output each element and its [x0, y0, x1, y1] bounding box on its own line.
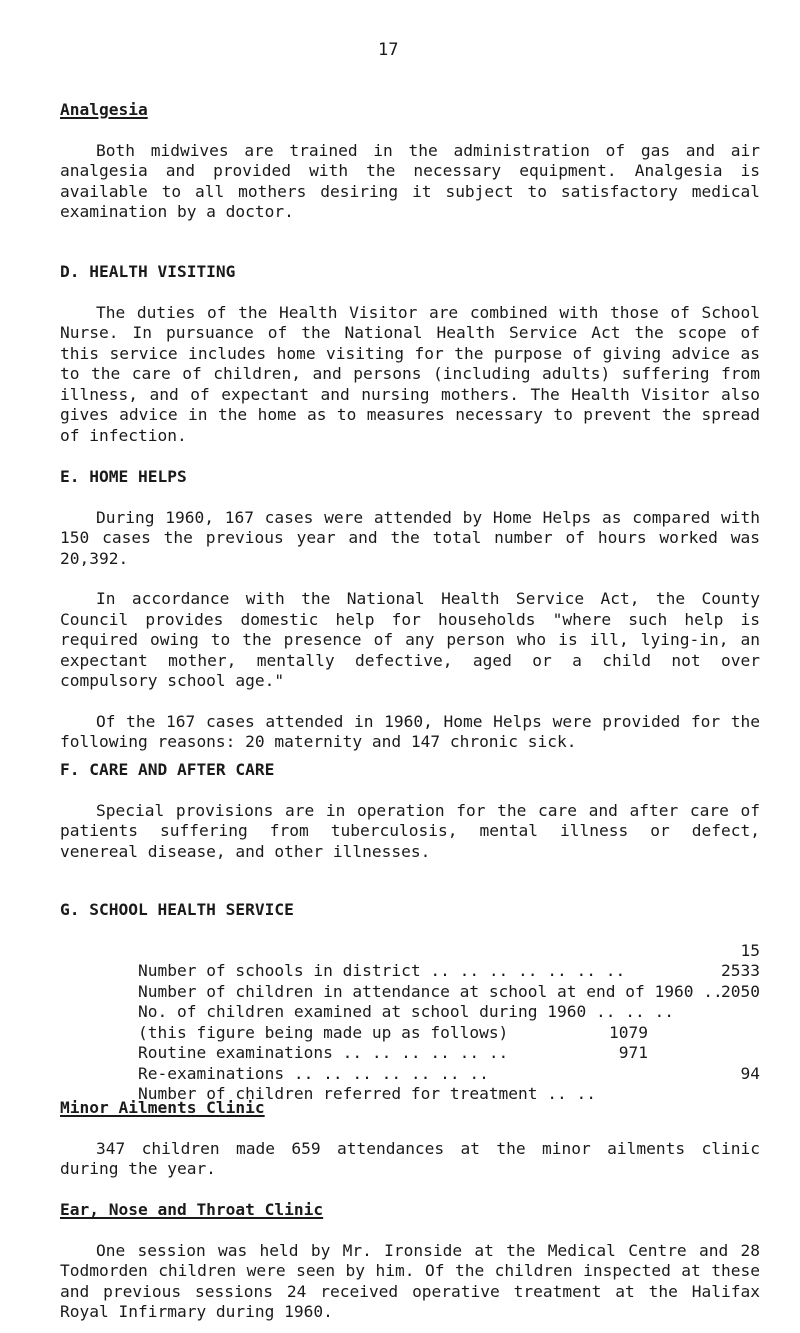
home-helps-paragraph-3: Of the 167 cases attended in 1960, Home Helps were provided for the following reasons: 20 maternity and 147 chronic sick.: [60, 711, 760, 751]
ent-clinic-section: [60, 1200, 760, 1323]
row-label: Number of children referred for treatment .. ..: [137, 1084, 597, 1103]
row-label: Number of schools in district .. .. .. .. .. .. ..: [137, 961, 626, 980]
row-value: 1079: [609, 1022, 648, 1042]
health-visiting-heading: D. HEALTH VISITING: [60, 262, 236, 281]
row-value: 94: [740, 1063, 760, 1083]
home-helps-heading: E. HOME HELPS: [60, 467, 187, 486]
school-health-heading: G. SCHOOL HEALTH SERVICE: [60, 900, 294, 919]
home-helps-section: [60, 467, 760, 753]
school-health-section: [60, 900, 760, 1103]
row-value: 2050: [721, 981, 760, 1001]
analgesia-section: [60, 100, 760, 223]
row-label: Number of children in attendance at school at end of 1960 ..: [137, 981, 723, 1001]
page-number: 17: [378, 40, 399, 60]
care-after-care-section: [60, 760, 760, 862]
analgesia-paragraph: Both midwives are trained in the administration of gas and air analgesia and provided with the necessary equipment. Analgesia is available to all mothers desiring it subject to satisfactory medical examination by a doctor.: [60, 140, 760, 221]
row-value: 971: [618, 1043, 648, 1062]
school-health-table: [60, 940, 760, 1103]
row-label: Re-examinations .. .. .. .. .. .. ..: [137, 1063, 489, 1083]
row-value: 2533: [721, 961, 760, 980]
row-label: Routine examinations .. .. .. .. .. ..: [137, 1043, 509, 1062]
ent-clinic-heading: Ear, Nose and Throat Clinic: [60, 1200, 324, 1219]
analgesia-heading: Analgesia: [60, 100, 148, 119]
health-visiting-section: [60, 262, 760, 446]
care-after-care-paragraph: Special provisions are in operation for the care and after care of patients suffering from tuberculosis, mental illness or defect, venereal disease, and other illnesses.: [60, 800, 760, 861]
health-visiting-paragraph: The duties of the Health Visitor are combined with those of School Nurse. In pursuance of the National Health Service Act the scope of this service includes home visiting for the purpose of giving advice as to the care of children, and persons (including adults) suffering from illness, and of expectant and nursing mothers. The Health Visitor also gives advice in the home as to measures necessary to prevent the spread of infection.: [60, 302, 760, 445]
minor-ailments-heading: Minor Ailments Clinic: [60, 1098, 265, 1117]
row-label: (this figure being made up as follows): [137, 1022, 509, 1042]
home-helps-paragraph-1: During 1960, 167 cases were attended by Home Helps as compared with 150 cases the previous year and the total number of hours worked was 20,392.: [60, 507, 760, 568]
row-label: No. of children examined at school during 1960 .. .. ..: [137, 1002, 674, 1021]
ent-clinic-paragraph: One session was held by Mr. Ironside at the Medical Centre and 28 Todmorden children were seen by him. Of the children inspected at these and previous sessions 24 received operative treatment at the Halifax Royal Infirmary during 1960.: [60, 1240, 760, 1321]
home-helps-paragraph-2: In accordance with the National Health Service Act, the County Council provides domestic help for households "where such help is required owing to the presence of any person who is ill, lying-in, an expectant mother, mentally defective, aged or a child not over compulsory school age.": [60, 589, 760, 690]
minor-ailments-section: [60, 1098, 760, 1180]
care-after-care-heading: F. CARE AND AFTER CARE: [60, 760, 275, 779]
row-value: 15: [740, 940, 760, 960]
table-row: [60, 1063, 760, 1103]
minor-ailments-paragraph: 347 children made 659 attendances at the minor ailments clinic during the year.: [60, 1138, 760, 1178]
table-row: [60, 981, 760, 1021]
